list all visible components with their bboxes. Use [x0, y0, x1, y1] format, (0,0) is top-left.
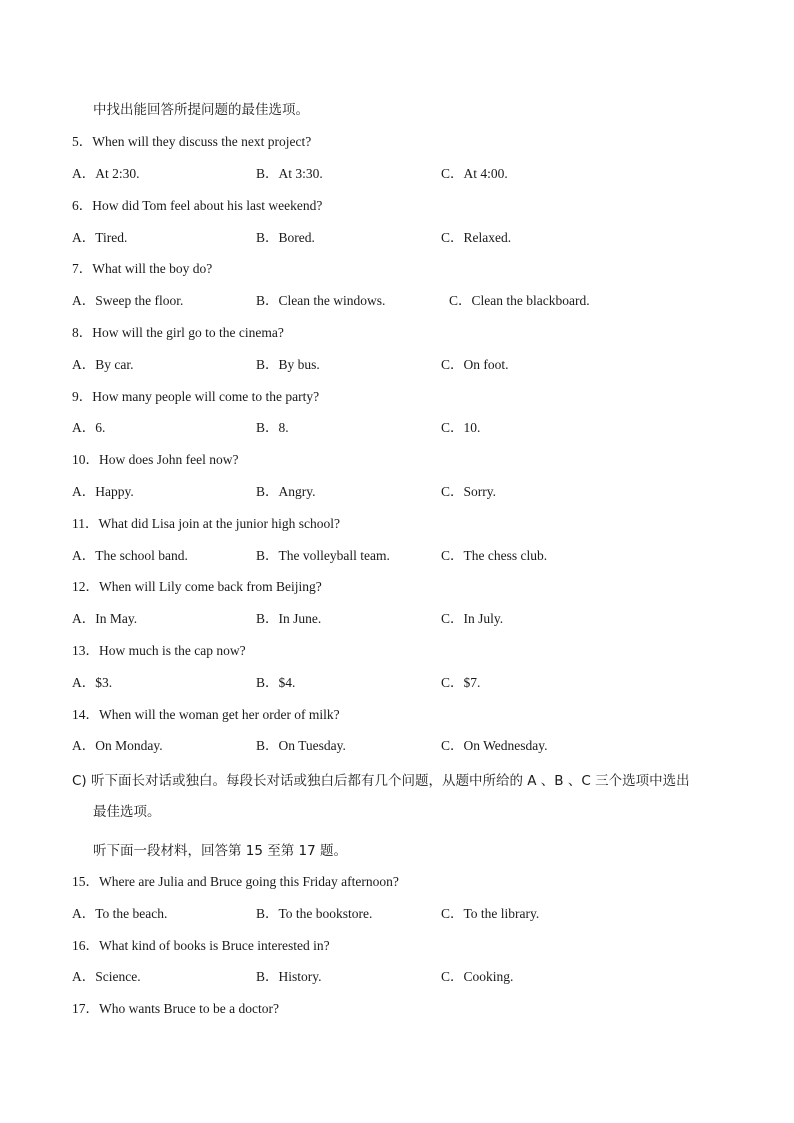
question-7: 7．What will the boy do?: [72, 261, 213, 276]
q5-option-a: A．At 2:30.: [72, 166, 140, 181]
q8-option-b: B．By bus.: [256, 357, 320, 372]
q9-option-a: A．6.: [72, 420, 106, 435]
q8-option-a: A．By car.: [72, 357, 134, 372]
q13-option-b: B．$4.: [256, 675, 296, 690]
q16-option-a: A．Science.: [72, 969, 141, 984]
question-14: 14．When will the woman get her order of milk?: [72, 707, 340, 722]
question-13: 13．How much is the cap now?: [72, 643, 246, 658]
question-17: 17．Who wants Bruce to be a doctor?: [72, 1001, 279, 1016]
q9-option-b: B．8.: [256, 420, 289, 435]
q7-option-c: C．Clean the blackboard.: [449, 293, 590, 308]
q7-option-a: A．Sweep the floor.: [72, 293, 184, 308]
question-5: 5．When will they discuss the next project?: [72, 134, 312, 149]
q13-option-c: C．$7.: [441, 675, 481, 690]
q7-option-b: B．Clean the windows.: [256, 293, 386, 308]
q9-option-c: C．10.: [441, 420, 481, 435]
q13-option-a: A．$3.: [72, 675, 113, 690]
q6-option-c: C．Relaxed.: [441, 230, 512, 245]
q15-option-b: B．To the bookstore.: [256, 906, 373, 921]
section-c-instruction-cont: 最佳选项。: [93, 804, 161, 820]
q12-option-b: B．In June.: [256, 611, 322, 626]
q11-option-a: A．The school band.: [72, 548, 188, 563]
question-16: 16．What kind of books is Bruce interested in?: [72, 938, 330, 953]
q11-option-c: C．The chess club.: [441, 548, 548, 563]
q10-option-c: C．Sorry.: [441, 484, 497, 499]
q6-option-b: B．Bored.: [256, 230, 315, 245]
intro-text: 中找出能回答所提问题的最佳选项。: [93, 102, 309, 118]
question-11: 11．What did Lisa join at the junior high school?: [72, 516, 340, 531]
q5-option-b: B．At 3:30.: [256, 166, 323, 181]
question-8: 8．How will the girl go to the cinema?: [72, 325, 284, 340]
question-15: 15．Where are Julia and Bruce going this Friday afternoon?: [72, 874, 399, 889]
q14-option-c: C．On Wednesday.: [441, 738, 548, 753]
q10-option-a: A．Happy.: [72, 484, 134, 499]
q14-option-a: A．On Monday.: [72, 738, 163, 753]
section-c-subinstruction: 听下面一段材料，回答第 15 至第 17 题。: [93, 843, 348, 859]
q15-option-a: A．To the beach.: [72, 906, 168, 921]
question-12: 12．When will Lily come back from Beijing?: [72, 579, 322, 594]
q5-option-c: C．At 4:00.: [441, 166, 508, 181]
q16-option-b: B．History.: [256, 969, 322, 984]
section-c-instruction: C) 听下面长对话或独白。每段长对话或独白后都有几个问题，从题中所给的 A 、B 、C 三个选项中选出: [72, 773, 690, 789]
q12-option-c: C．In July.: [441, 611, 504, 626]
q10-option-b: B．Angry.: [256, 484, 316, 499]
q6-option-a: A．Tired.: [72, 230, 128, 245]
q16-option-c: C．Cooking.: [441, 969, 514, 984]
question-6: 6．How did Tom feel about his last weekend?: [72, 198, 323, 213]
q8-option-c: C．On foot.: [441, 357, 509, 372]
question-9: 9．How many people will come to the party?: [72, 389, 320, 404]
q14-option-b: B．On Tuesday.: [256, 738, 346, 753]
q12-option-a: A．In May.: [72, 611, 138, 626]
question-10: 10．How does John feel now?: [72, 452, 239, 467]
q15-option-c: C．To the library.: [441, 906, 540, 921]
q11-option-b: B．The volleyball team.: [256, 548, 390, 563]
